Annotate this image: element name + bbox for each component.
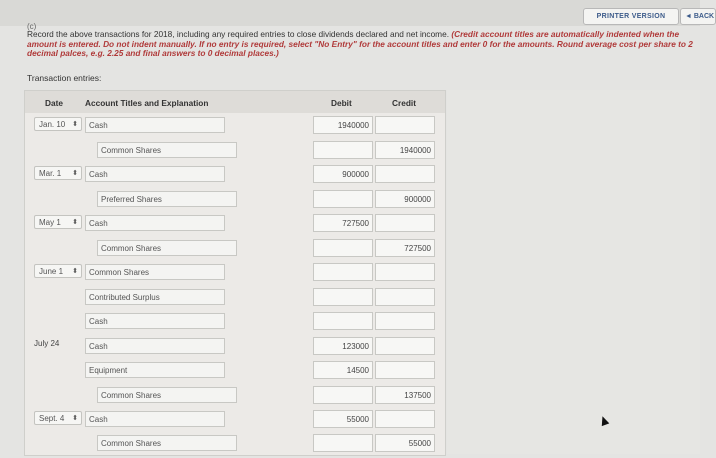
header-debit: Debit — [331, 98, 352, 108]
credit-field[interactable] — [375, 288, 435, 306]
table-row — [25, 288, 445, 312]
debit-field[interactable]: 727500 — [313, 214, 373, 232]
credit-field[interactable] — [375, 410, 435, 428]
account-field[interactable]: Cash — [85, 166, 225, 182]
debit-field[interactable]: 900000 — [313, 165, 373, 183]
table-row — [25, 337, 445, 361]
date-value: Mar. 1 — [39, 169, 62, 178]
chevron-updown-icon: ⬍ — [72, 219, 78, 226]
table-row — [25, 214, 445, 238]
credit-field[interactable]: 55000 — [375, 434, 435, 452]
background-panel — [447, 90, 700, 454]
date-value: Jan. 10 — [39, 120, 66, 129]
table-row — [25, 263, 445, 287]
date-select[interactable] — [34, 411, 82, 425]
debit-field[interactable]: 55000 — [313, 410, 373, 428]
date-select[interactable] — [34, 117, 82, 131]
account-field[interactable]: Cash — [85, 313, 225, 329]
chevron-updown-icon: ⬍ — [72, 170, 78, 177]
account-field[interactable]: Equipment — [85, 362, 225, 378]
table-row — [25, 386, 445, 410]
date-value: July 24 — [34, 339, 60, 348]
credit-field[interactable] — [375, 263, 435, 281]
debit-field[interactable] — [313, 434, 373, 452]
date-select[interactable] — [34, 215, 82, 229]
account-field[interactable]: Common Shares — [97, 435, 237, 451]
credit-field[interactable] — [375, 312, 435, 330]
table-row — [25, 190, 445, 214]
account-field[interactable]: Cash — [85, 117, 225, 133]
account-field[interactable]: Cash — [85, 411, 225, 427]
table-row — [25, 116, 445, 140]
debit-field[interactable] — [313, 312, 373, 330]
header-account: Account Titles and Explanation — [85, 98, 209, 108]
table-row — [25, 361, 445, 385]
date-value: Sept. 4 — [39, 414, 65, 423]
instructions-emphasis: (Credit account titles are automatically indented when the amount is entered. Do not indent manually. If no entry is required, select "No Entry" for the account titles and enter 0 for the amounts. Round average cost per share to 2 decimal palces, e.g. 2.25 and final answers to 0 decimal places.) — [27, 29, 693, 59]
credit-field[interactable] — [375, 165, 435, 183]
debit-field[interactable] — [313, 239, 373, 257]
chevron-updown-icon: ⬍ — [72, 268, 78, 275]
debit-field[interactable] — [313, 288, 373, 306]
debit-field[interactable] — [313, 141, 373, 159]
debit-field[interactable] — [313, 190, 373, 208]
chevron-updown-icon: ⬍ — [72, 121, 78, 128]
header-date: Date — [45, 98, 63, 108]
instructions-text: Record the above transactions for 2018, including any required entries to close dividends declared and net income. — [27, 29, 452, 39]
table-row — [25, 312, 445, 336]
table-row — [25, 165, 445, 189]
account-field[interactable]: Cash — [85, 338, 225, 354]
account-field[interactable]: Preferred Shares — [97, 191, 237, 207]
date-value: May 1 — [39, 218, 61, 227]
account-field[interactable]: Common Shares — [97, 142, 237, 158]
credit-field[interactable]: 1940000 — [375, 141, 435, 159]
credit-field[interactable]: 727500 — [375, 239, 435, 257]
back-button[interactable]: ◄ BACK — [680, 8, 716, 25]
credit-field[interactable]: 137500 — [375, 386, 435, 404]
table-row — [25, 410, 445, 434]
account-field[interactable]: Common Shares — [97, 240, 237, 256]
date-select[interactable] — [34, 264, 82, 278]
table-row — [25, 141, 445, 165]
credit-field[interactable]: 900000 — [375, 190, 435, 208]
chevron-updown-icon: ⬍ — [72, 415, 78, 422]
account-field[interactable]: Cash — [85, 215, 225, 231]
account-field[interactable]: Contributed Surplus — [85, 289, 225, 305]
journal-entry-table — [24, 90, 446, 456]
credit-field[interactable] — [375, 361, 435, 379]
table-row — [25, 434, 445, 458]
date-select[interactable] — [34, 166, 82, 180]
credit-field[interactable] — [375, 214, 435, 232]
printer-version-button[interactable]: PRINTER VERSION — [583, 8, 679, 25]
debit-field[interactable]: 1940000 — [313, 116, 373, 134]
debit-field[interactable]: 123000 — [313, 337, 373, 355]
account-field[interactable]: Common Shares — [85, 264, 225, 280]
account-field[interactable]: Common Shares — [97, 387, 237, 403]
debit-field[interactable] — [313, 263, 373, 281]
part-label: (c) — [27, 22, 37, 31]
instructions — [27, 30, 707, 59]
section-label: Transaction entries: — [27, 73, 102, 83]
credit-field[interactable] — [375, 116, 435, 134]
credit-field[interactable] — [375, 337, 435, 355]
table-row — [25, 239, 445, 263]
debit-field[interactable] — [313, 386, 373, 404]
date-value: June 1 — [39, 267, 64, 276]
debit-field[interactable]: 14500 — [313, 361, 373, 379]
header-credit: Credit — [392, 98, 416, 108]
